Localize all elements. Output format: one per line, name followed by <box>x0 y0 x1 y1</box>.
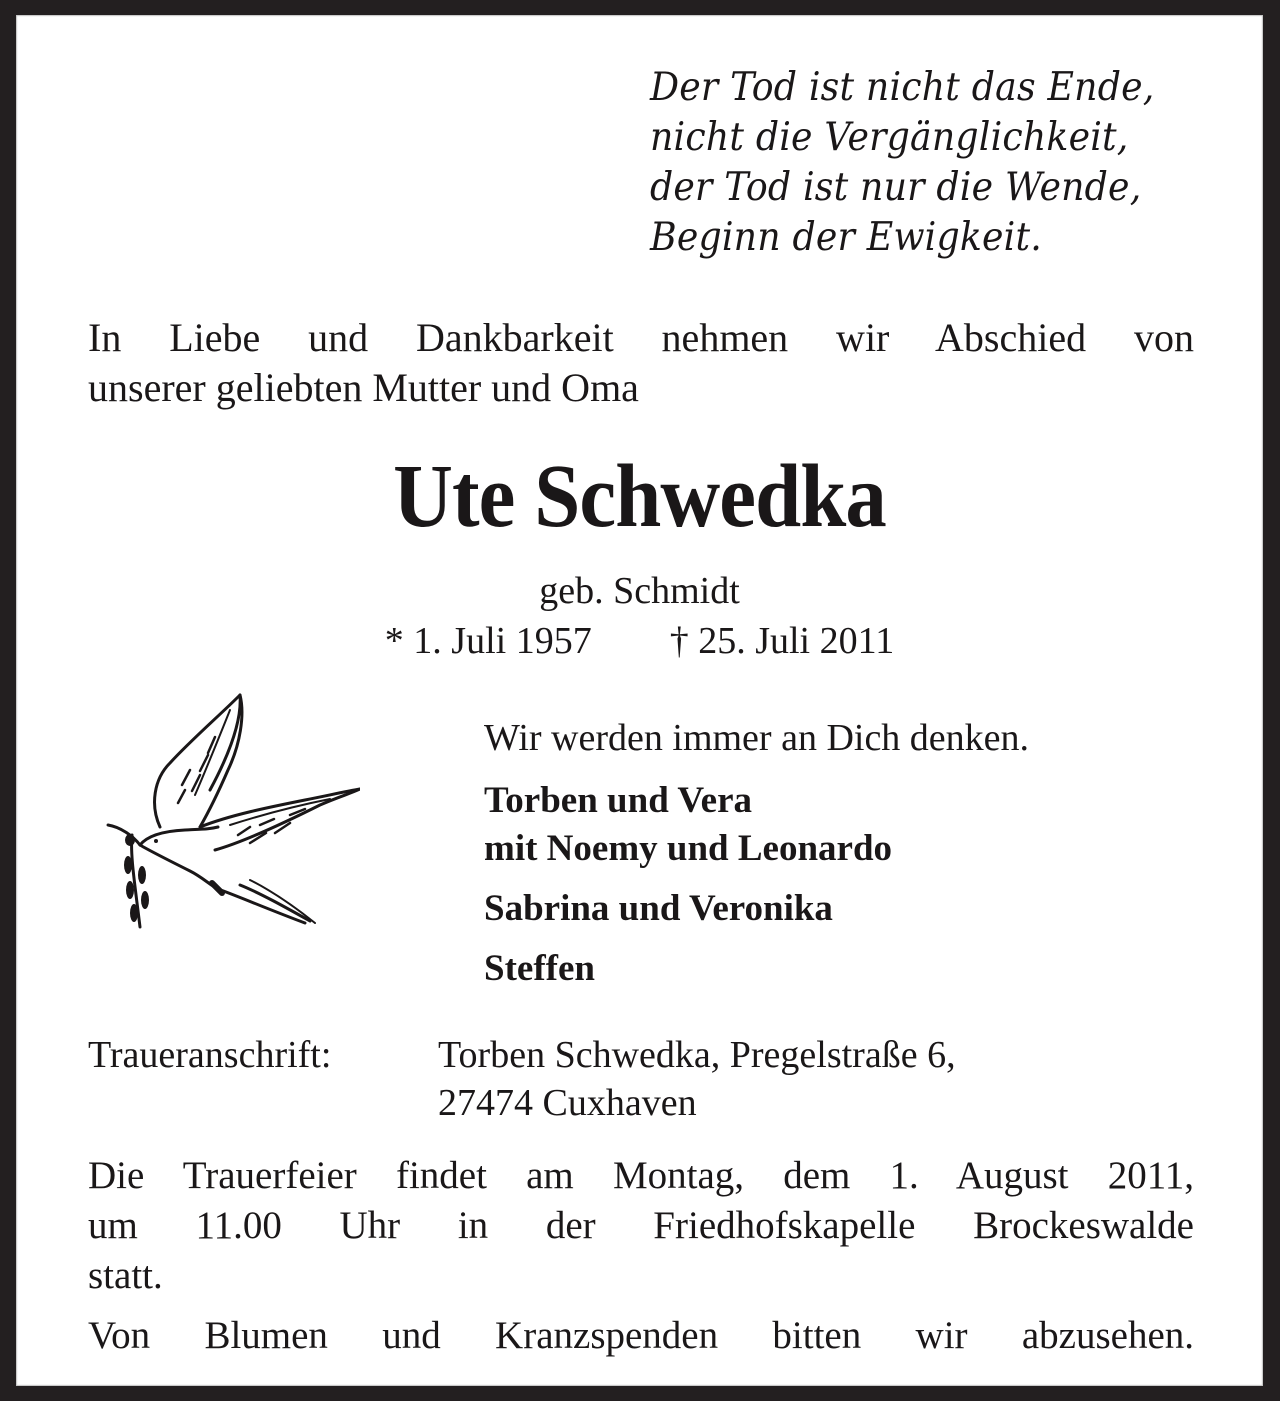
poem-line: der Tod ist nur die Wende, <box>650 165 1142 210</box>
intro-line-1: In Liebe und Dankbarkeit nehmen wir Abschied von <box>88 315 1194 360</box>
poem-line: nicht die Vergänglichkeit, <box>650 115 1129 160</box>
life-dates <box>16 618 1263 664</box>
death-date: † 25. Juli 2011 <box>669 620 895 662</box>
birth-date: * 1. Juli 1957 <box>384 620 592 662</box>
mourning-address <box>88 1031 956 1127</box>
dove-with-olive-branch-icon <box>90 675 360 945</box>
poem-line: Beginn der Ewigkeit. <box>650 215 1042 260</box>
mourner-name: mit Noemy und Leonardo <box>484 828 893 869</box>
ceremony-line-1: Die Trauerfeier findet am Montag, dem 1. August 2011, <box>88 1154 1194 1197</box>
obituary-card <box>16 15 1263 1386</box>
mourner-name: Torben und Vera <box>484 780 753 821</box>
poem-line: Der Tod ist nicht das Ende, <box>650 65 1155 110</box>
remembrance-text: Wir werden immer an Dich denken. <box>484 717 1030 759</box>
ceremony-line-3: statt. <box>88 1254 163 1297</box>
intro-text <box>88 313 1194 413</box>
address-label: Traueranschrift: <box>88 1034 332 1076</box>
address-line-1: Torben Schwedka, Pregelstraße 6, <box>438 1034 956 1076</box>
closing-note: Von Blumen und Kranzspenden bitten wir abzusehen. <box>88 1314 1194 1357</box>
address-line-2: 27474 Cuxhaven <box>438 1082 697 1124</box>
mourners-block <box>484 713 1029 993</box>
mourner-name: Sabrina und Veronika <box>484 888 833 929</box>
maiden-name: geb. Schmidt <box>539 570 740 612</box>
ceremony-info <box>88 1151 1194 1301</box>
mourner-name: Steffen <box>484 948 595 989</box>
ceremony-line-2: um 11.00 Uhr in der Friedhofskapelle Brockeswalde <box>88 1204 1194 1247</box>
intro-line-2: unserer geliebten Mutter und Oma <box>88 365 639 410</box>
poem <box>650 63 1154 263</box>
deceased-name: Ute Schwedka <box>393 447 886 546</box>
